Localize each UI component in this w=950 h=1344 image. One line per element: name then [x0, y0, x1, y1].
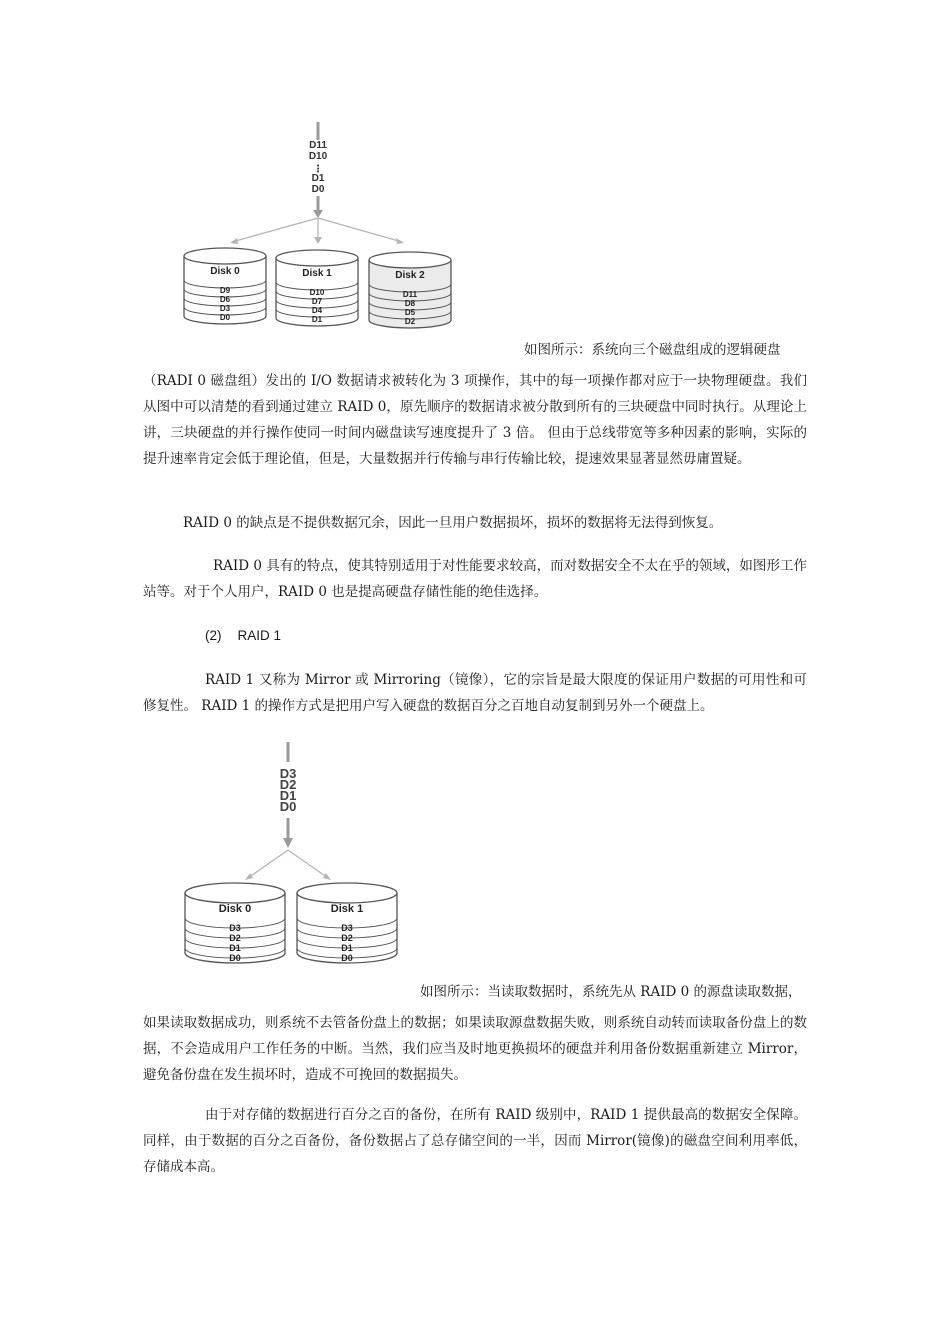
- disk-2-block: D2: [404, 317, 416, 326]
- paragraph-raid0-usage: RAID 0 具有的特点，使其特别适用于对性能要求较高，而对数据安全不太在乎的领域，如图形工作站等。对于个人用户，RAID 0 也是提高硬盘存储性能的绝佳选择。: [143, 558, 807, 600]
- branch-arrow-left: [248, 850, 288, 878]
- mirror-disk-0-block: D2: [229, 933, 241, 943]
- stream-label: D1: [311, 173, 325, 184]
- disk-1-label: Disk 1: [302, 268, 332, 279]
- section-number: (2): [205, 628, 222, 643]
- branch-arrow-middle-head: [314, 237, 322, 244]
- paragraph-raid1-read: 如果读取数据成功，则系统不去管备份盘上的数据；如果读取源盘数据失败，则系统自动转而读取备份盘上的数据，不会造成用户工作任务的中断。当然，我们应当及时地更换损坏的硬盘并利用备份数据重新建立 Mirror，避免备份盘在发生损坏时，造成不可挽回的数据损失。: [143, 1015, 807, 1083]
- branch-arrow-right-head: [396, 238, 404, 244]
- branch-arrow-right: [288, 850, 328, 878]
- caption-raid0: 如图所示：系统向三个磁盘组成的逻辑硬盘: [524, 342, 781, 358]
- branch-arrow-left-head: [230, 238, 238, 244]
- branch-arrow-left: [232, 218, 318, 242]
- mirror-disk-1: [297, 883, 397, 963]
- disk-2-block: D5: [404, 308, 416, 317]
- branch-arrow-right: [318, 218, 402, 242]
- mirror-disk-0-block: D3: [229, 923, 241, 933]
- stream-label: ⋮: [313, 164, 323, 175]
- mirror-disk-1-block: D1: [341, 943, 353, 953]
- raid0-diagram-svg: [180, 118, 460, 330]
- raid1-diagram-svg: [180, 738, 430, 968]
- disk-0-block: D0: [219, 313, 231, 322]
- mirror-disk-0-block: D0: [229, 953, 241, 963]
- disk-1-block: D7: [311, 297, 323, 306]
- branch-arrow-right-head: [323, 873, 331, 880]
- disk-2-block: D11: [402, 290, 418, 299]
- disk-0-block: D6: [219, 295, 231, 304]
- paragraph-raid0-explain: （RADI 0 磁盘组）发出的 I/O 数据请求被转化为 3 项操作，其中的每一项操作都对应于一块物理硬盘。我们从图中可以清楚的看到通过建立 RAID 0，原先顺序的数据请求被分散到所有的三块硬盘中同时执行。从理论上讲，三块硬盘的并行操作使同一时间内磁盘读写速度提升了 3 倍。 但由于总线带宽等多种因素的影响，实际的提升速率肯定会低于理论值，但是，大量数据并行传输与串行传输比较，提速效果显著显然毋庸置疑。: [143, 373, 807, 467]
- disk-1-block: D1: [311, 315, 323, 324]
- disk-0-block: D9: [219, 286, 231, 295]
- mirror-disk-1-block: D0: [341, 953, 353, 963]
- caption-raid1: 如图所示：当读取数据时，系统先从 RAID 0 的源盘读取数据，: [420, 984, 802, 1000]
- disk-2-label: Disk 2: [395, 270, 425, 281]
- stream-label: D1: [279, 788, 297, 803]
- mirror-disk-1-block: D2: [341, 933, 353, 943]
- stream-arrow-head: [283, 838, 293, 848]
- stream-label: D0: [311, 184, 325, 195]
- paragraph-raid1-intro: RAID 1 又称为 Mirror 或 Mirroring（镜像），它的宗旨是最大限度的保证用户数据的可用性和可修复性。 RAID 1 的操作方式是把用户写入硬盘的数据百分之百地自动复制到另外一个硬盘上。: [143, 672, 807, 714]
- mirror-disk-0-block: D1: [229, 943, 241, 953]
- disk-0: [184, 248, 266, 324]
- section-heading-raid1: [205, 626, 281, 646]
- section-title: RAID 1: [237, 628, 282, 643]
- stream-label: D3: [279, 766, 297, 781]
- stream-label: D2: [279, 777, 297, 792]
- paragraph-raid1-summary: 由于对存储的数据进行百分之百的备份，在所有 RAID 级别中，RAID 1 提供最高的数据安全保障。同样，由于数据的百分之百备份，备份数据占了总存储空间的一半，因而 Mirror(镜像)的磁盘空间利用率低，存储成本高。: [143, 1107, 807, 1175]
- mirror-disk-0: [185, 883, 285, 963]
- disk-1-block: D10: [309, 288, 325, 297]
- mirror-disk-0-label: Disk 0: [218, 903, 252, 915]
- stream-arrow-head: [313, 210, 323, 218]
- disk-2-block: D8: [404, 299, 416, 308]
- stream-label: D10: [308, 151, 328, 162]
- disk-0-block: D3: [219, 304, 231, 313]
- disk-1: [276, 250, 358, 326]
- raid0-diagram: [180, 118, 460, 330]
- paragraph-raid0-drawback: RAID 0 的缺点是不提供数据冗余，因此一旦用户数据损坏，损坏的数据将无法得到恢复。: [183, 515, 723, 531]
- disk-2: [369, 252, 451, 328]
- mirror-disk-1-label: Disk 1: [330, 903, 364, 915]
- stream-label: D11: [309, 140, 327, 151]
- disk-1-block: D4: [311, 306, 323, 315]
- mirror-disk-1-block: D3: [341, 923, 353, 933]
- branch-arrow-left-head: [245, 873, 253, 880]
- raid1-diagram: [180, 738, 430, 968]
- disk-0-label: Disk 0: [210, 266, 240, 277]
- stream-label: D0: [279, 799, 297, 814]
